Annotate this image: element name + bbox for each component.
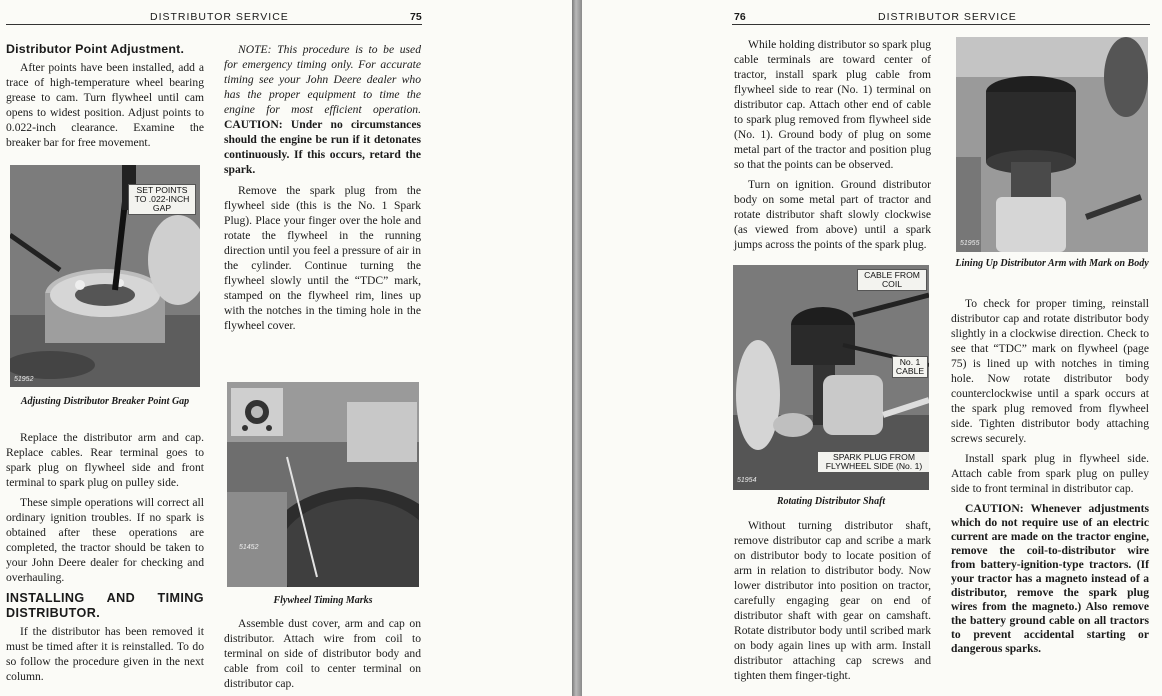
figure-number: 51955 (960, 240, 980, 247)
paragraph: Install spark plug in flywheel side. Attach cable from spark plug on pulley side to front terminal in distributor cap. (951, 452, 1149, 495)
figure-caption: Lining Up Distributor Arm with Mark on Body (955, 258, 1149, 269)
figure-caption: Adjusting Distributor Breaker Point Gap (20, 396, 190, 407)
paragraph: To check for proper timing, reinstall distributor cap and rotate distributor body slightly in a clockwise direction. Check to see that “TDC” mark on flywheel (page 75) is lined up with notches in timing hole. Now rotate distributor body counterclockwise until a spark occurs at the spark plug removed from flywheel side. Tighten distributor body attaching screws securely. (951, 297, 1149, 445)
paragraph: While holding distributor so spark plug cable terminals are toward center of tractor, install spark plug cable from flywheel side to rear (No. 1) terminal on distributor cap. Attach other end of cable to spark plug removed from flywheel side (No. 1). Ground body of plug on some metal part of the tractor and position plug so that the points can be observed. (734, 38, 931, 171)
right-column-1 (734, 37, 931, 257)
flywheel-illustration (227, 382, 419, 587)
distributor-arm-illustration (956, 37, 1148, 252)
figure-caption: Rotating Distributor Shaft (776, 496, 886, 507)
page-number: 75 (410, 11, 422, 23)
note-paragraph (224, 42, 421, 177)
page-number: 76 (734, 11, 746, 23)
section-heading: Distributor Point Adjustment. (6, 42, 185, 56)
header-rule (732, 24, 1150, 25)
left-page (0, 0, 572, 696)
figure-caption: Flywheel Timing Marks (273, 595, 373, 606)
caution-paragraph: CAUTION: Whenever adjustments which do not require use of an electric current are made on the tractor engine, remove the coil-to-distributor wire from battery-ignition-type tractors. (If your tractor has a magneto instead of a distributor, remove the spark plug wires from the magneto.) Also remove the battery ground cable on all tractors to prevent accidental starting or dangerous sparks. (951, 502, 1149, 655)
figure-number: 51452 (239, 544, 259, 551)
figure-number: 51952 (14, 376, 34, 383)
left-column-1 (6, 42, 204, 155)
note-text: NOTE: This procedure is to be used for emergency timing only. For accurate timing see your John Deere dealer who has the proper equipment to time the engine for most efficient operation. (224, 43, 421, 116)
right-column-2 (951, 296, 1149, 661)
paragraph: Turn on ignition. Ground distributor body on some metal part of tractor and rotate distributor shaft slowly clockwise (as viewed from above) until a spark jumps across the points of the spark plug. (734, 178, 931, 251)
left-column-1-lower (6, 430, 204, 689)
section-heading-installing: INSTALLING AND TIMING DISTRIBUTOR. (6, 591, 204, 620)
header-rule (6, 24, 422, 25)
figure-number: 51954 (737, 477, 757, 484)
photo-flywheel-timing-marks (227, 382, 419, 587)
photo-rotating-distributor-shaft (733, 265, 929, 490)
running-head: DISTRIBUTOR SERVICE (878, 11, 1017, 23)
right-column-1-lower (734, 518, 931, 688)
page-gutter (572, 0, 582, 696)
photo-breaker-point-gap (10, 165, 200, 387)
left-column-2-lower (224, 616, 421, 696)
paragraph: These simple operations will correct all ordinary ignition troubles. If no spark is obtained after these operations are completed, the tractor should be taken to your John Deere dealer for checking and overhauling. (6, 496, 204, 584)
callout-spark-plug: SPARK PLUG FROM FLYWHEEL SIDE (No. 1) (817, 451, 929, 473)
photo-lining-up-arm (956, 37, 1148, 252)
running-head: DISTRIBUTOR SERVICE (150, 11, 289, 23)
caution-text: CAUTION: Under no circumstances should the engine be run if it detonates continuously. If this occurs, retard the spark. (224, 118, 421, 176)
paragraph: After points have been installed, add a trace of high-temperature wheel bearing grease to cam. Turn flywheel until cam opens to widest position. Adjust points to 0.022-inch clearance. Examine the breaker bar for free movement. (6, 61, 204, 149)
left-column-2 (224, 42, 421, 338)
paragraph: Remove the spark plug from the flywheel side (this is the No. 1 Spark Plug). Place your finger over the hole and rotate the flywheel in the running direction until you feel a pressure of air in the cylinder. Continue turning the flywheel slowly until the “TDC” mark, stamped on the flywheel rim, lines up with the notches in the timing hole in the flywheel cover. (224, 184, 421, 332)
callout-set-points: SET POINTS TO .022-INCH GAP (128, 184, 196, 215)
paragraph: Without turning distributor shaft, remove distributor cap and scribe a mark on distributor body to locate position of arm in relation to distributor body. Now lower distributor into position on tractor, carefully engaging gear on end of distributor shaft with gear on camshaft. Rotate distributor body until scribed mark on body again lines up with arm. Install distributor attaching cap screws and tighten them finger-tight. (734, 519, 931, 682)
paragraph: If the distributor has been removed it must be timed after it is reinstalled. To do so follow the procedure given in the next column. (6, 625, 204, 683)
callout-no-1-cable: No. 1 CABLE (892, 356, 928, 378)
paragraph: Replace the distributor arm and cap. Replace cables. Rear terminal goes to spark plug on flywheel side and front terminal to spark plug on pulley side. (6, 431, 204, 489)
callout-cable-from-coil: CABLE FROM COIL (857, 269, 927, 291)
paragraph: Assemble dust cover, arm and cap on distributor. Attach wire from coil to terminal on side of distributor body and cable from coil to center terminal on distributor cap. (224, 617, 421, 690)
right-page (582, 0, 1162, 696)
